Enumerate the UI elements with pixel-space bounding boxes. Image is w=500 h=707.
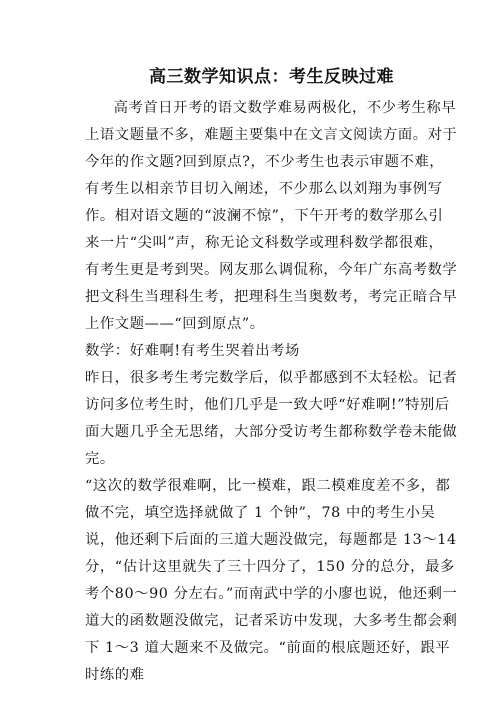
paragraph-interview: “这次的数学很难啊，比一模难，跟二模难度差不多，都做不完，填空选择就做了 1 个钟”，78 中的考生小吴说，他还剩下后面的三道大题没做完，每题都是 13～14 分，“估计这里就失了三十四分了，150 分的总分，最多考个80～90 分左右。”而南武中学的小廖也说，他还剩一道大的函数题没做完，记者采访中发现，大多考生都会剩下 1～3 道大题来不及做完。“前面的根底题还好，跟平时练的难 (85, 478, 458, 683)
paragraph-heading: 数学：好难啊!有考生哭着出考场 (85, 343, 300, 359)
document-title: 高三数学知识点：考生反映过难 (149, 67, 394, 87)
paragraph-yesterday: 昨日，很多考生考完数学后，似乎都感到不太轻松。记者访问多位考生时，他们几乎是一致大呼“好难啊!”特别后面大题几乎全无思绪，大部分受访考生都称数学卷未能做完。 (85, 370, 458, 467)
paragraph-intro: 高考首日开考的语文数学难易两极化，不少考生称早上语文题量不多，难题主要集中在文言文阅读方面。对于今年的作文题?回到原点?，不少考生也表示审题不难，有考生以相亲节目切入阐述，不少那么以刘翔为事例写作。相对语文题的“波澜不惊”，下午开考的数学那么引来一片“尖叫”声，称无论文科数学或理科数学都很难，有考生更是考到哭。网友那么调侃称，今年广东高考数学把文科生当理科生考，把理科生当奥数考，考完正暗合早上作文题——“回到原点”。 (85, 100, 458, 332)
